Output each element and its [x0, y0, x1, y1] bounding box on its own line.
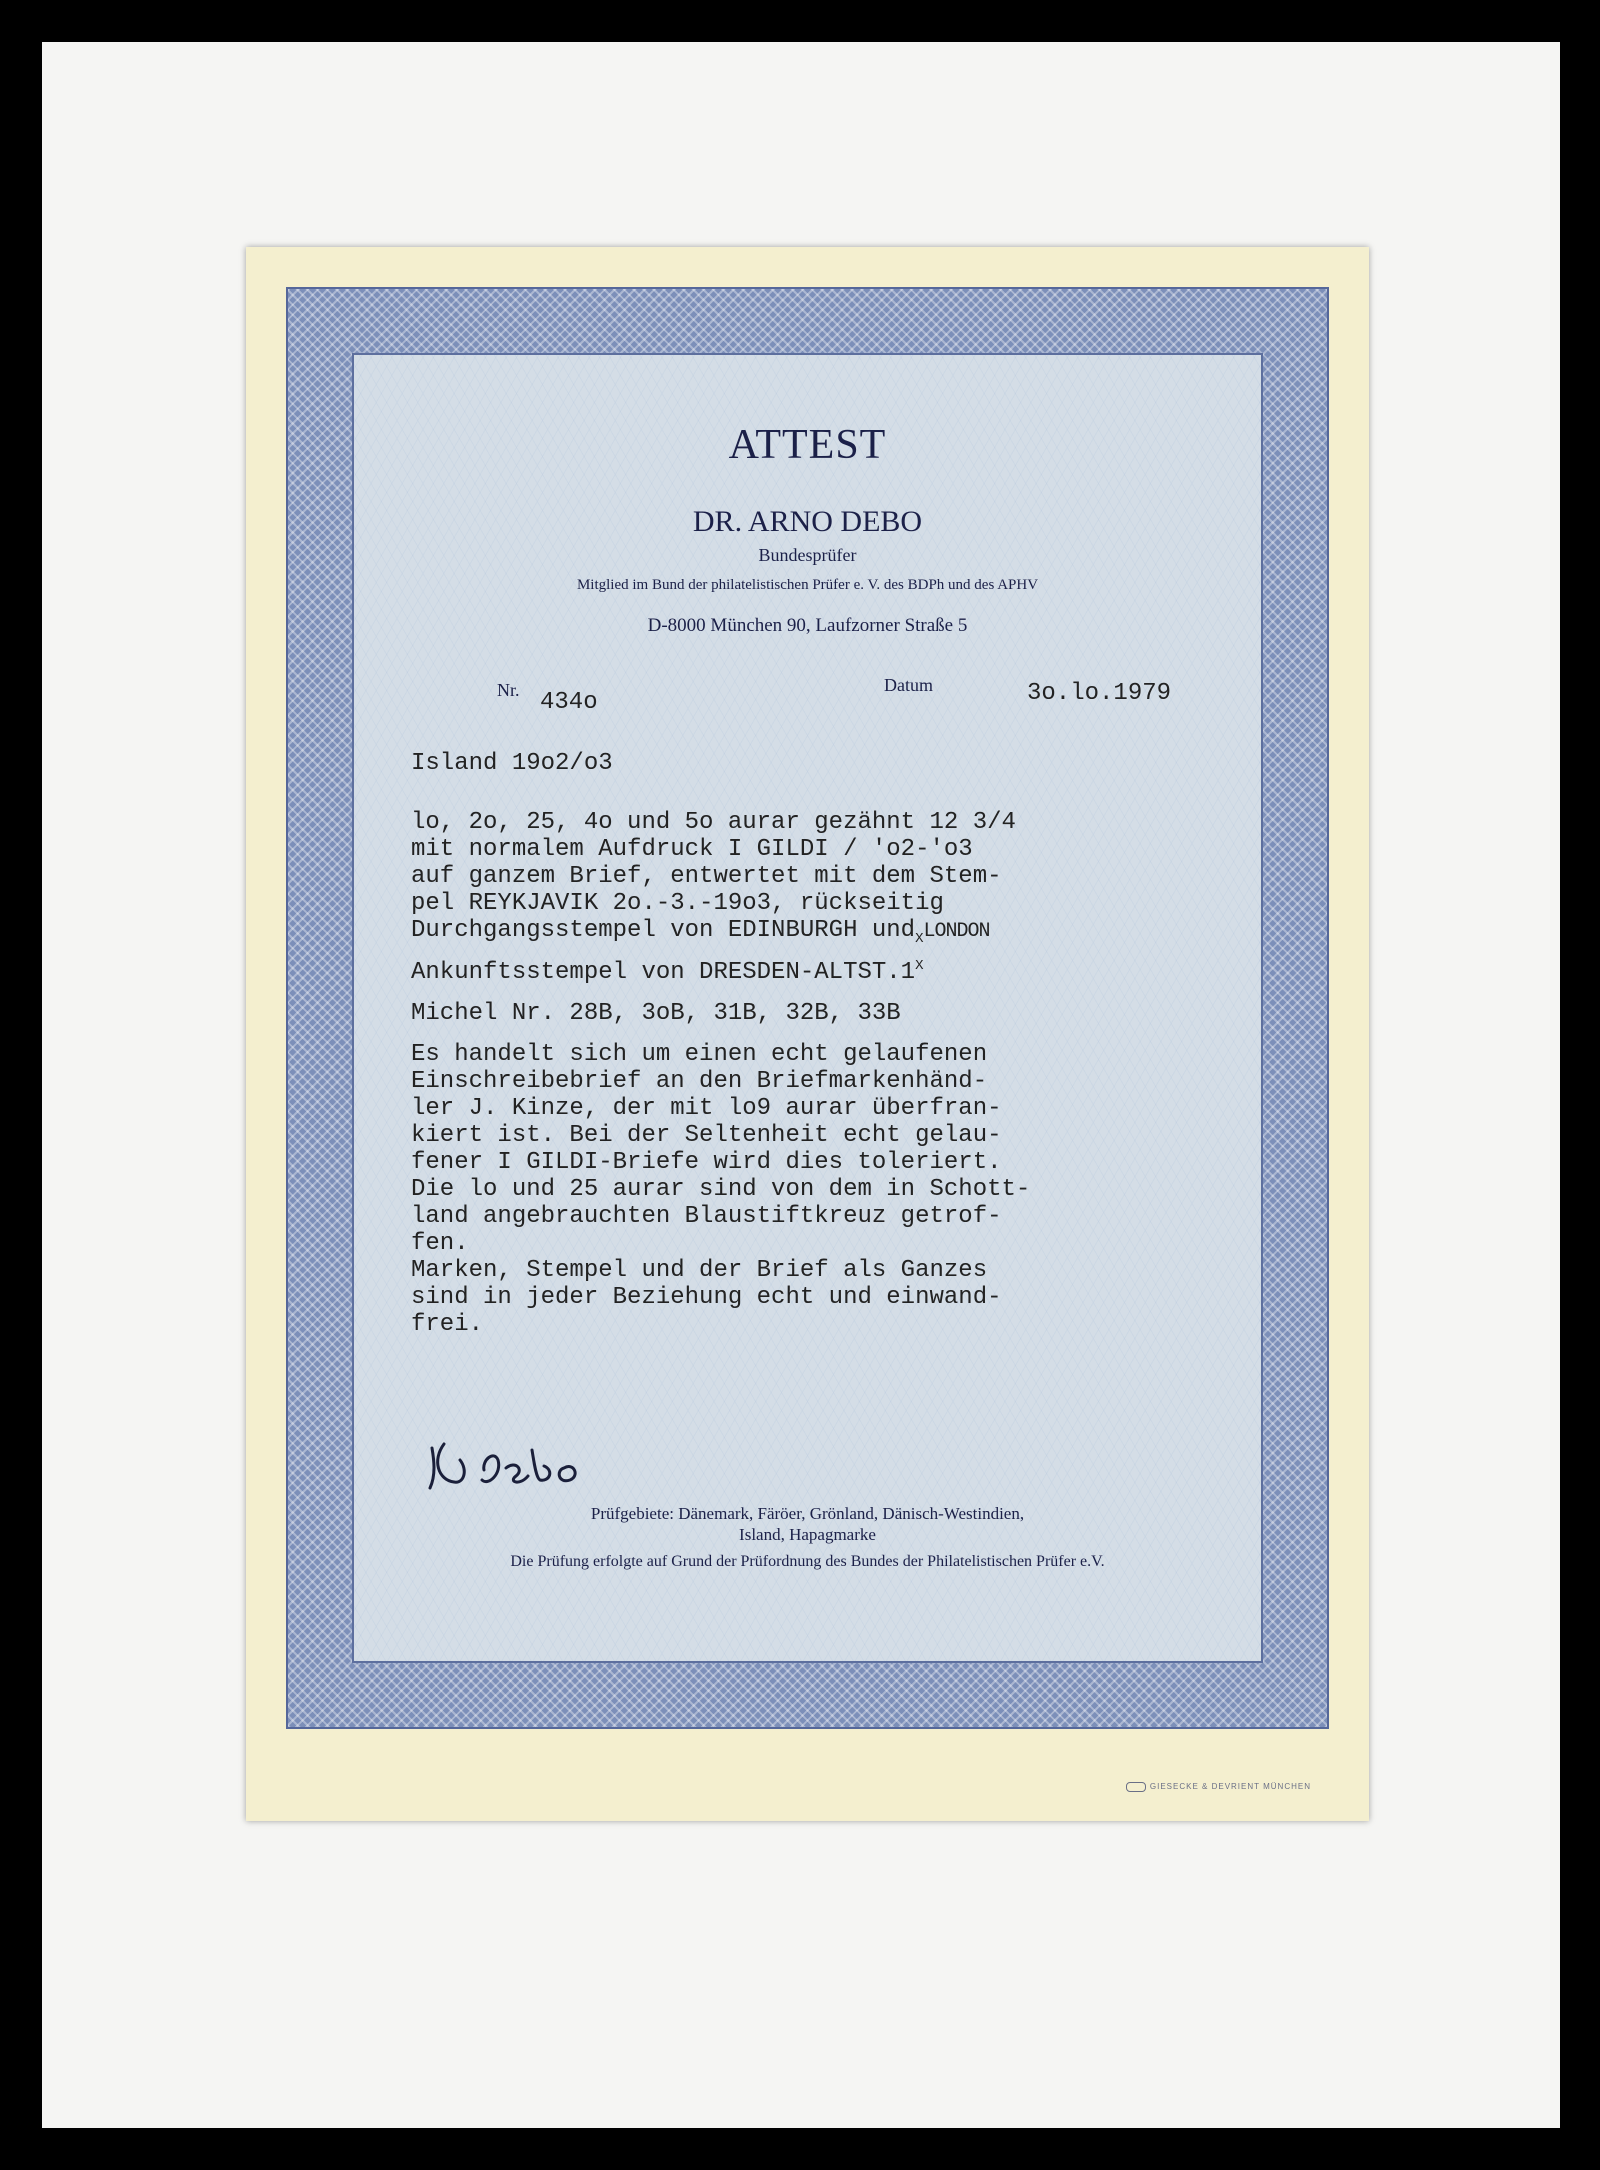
certificate-panel [352, 353, 1263, 1663]
handwritten-x-2: X [915, 957, 924, 974]
examiner-signature [424, 1430, 614, 1505]
datum-label: Datum [884, 675, 933, 695]
certificate-title: ATTEST [728, 422, 887, 468]
printer-logo-icon [1126, 1782, 1146, 1792]
body-line: Marken, Stempel und der Brief als Ganzes [411, 1256, 988, 1284]
body-line: ler J. Kinze, der mit lo9 aurar überfran- [411, 1094, 1002, 1122]
examiner-name: DR. ARNO DEBO [692, 505, 923, 538]
examination-areas [354, 1503, 1261, 1545]
printer-name: GIESECKE & DEVRIENT MÜNCHEN [1149, 1782, 1311, 1792]
examination-areas-line-1: Prüfgebiete: Dänemark, Färöer, Grönland, Dänisch-Westindien, [590, 1504, 1025, 1523]
nr-label: Nr. [497, 680, 520, 700]
examination-areas-line-2: Island, Hapagmarke [739, 1525, 876, 1544]
body-line-text: Ankunftsstempel von DRESDEN-ALTST.1 [411, 958, 916, 986]
body-line: fener I GILDI-Briefe wird dies toleriert. [411, 1148, 1002, 1176]
body-line: Es handelt sich um einen echt gelaufenen [411, 1040, 988, 1068]
heading-line: Island 19o2/o3 [411, 750, 613, 777]
certificate-number: 434o [540, 689, 598, 716]
body-line-text: Durchgangsstempel von EDINBURGH und [411, 917, 916, 944]
michel-line: Michel Nr. 28B, 3oB, 31B, 32B, 33B [411, 999, 901, 1027]
body-line: fen. [411, 1229, 469, 1257]
certificate-sheet [246, 247, 1369, 1821]
body-line: Die lo und 25 aurar sind von dem in Schott- [411, 1175, 1031, 1203]
body-line: Einschreibebrief an den Briefmarkenhänd- [411, 1067, 988, 1095]
signature-icon [424, 1430, 614, 1500]
body-line: frei. [411, 1310, 484, 1338]
examiner-role: Bundesprüfer [758, 545, 857, 565]
handwritten-x: X [915, 930, 924, 947]
body-line: kiert ist. Bei der Seltenheit echt gelau- [411, 1121, 1002, 1149]
body-line: land angebrauchten Blaustiftkreuz getrof- [411, 1202, 1002, 1230]
body-line: lo, 2o, 25, 4o und 5o aurar gezähnt 12 3/4 [411, 809, 1016, 836]
body-line [411, 917, 1271, 953]
handwritten-london: LONDON [923, 920, 990, 943]
body-line: auf ganzem Brief, entwertet mit dem Stem- [411, 863, 1002, 890]
printer-imprint [1126, 1782, 1311, 1792]
body-line: pel REYKJAVIK 2o.-3.-19o3, rückseitig [411, 890, 944, 917]
guilloche-border [286, 287, 1329, 1729]
membership-line: Mitglied im Bund der philatelistischen Prüfer e. V. des BDPh und des APHV [576, 577, 1039, 593]
body-line [411, 953, 1271, 986]
body-line: mit normalem Aufdruck I GILDI / 'o2-'o3 [411, 836, 973, 863]
certificate-body [411, 750, 1271, 1338]
examination-note: Die Prüfung erfolgte auf Grund der Prüfordnung des Bundes der Philatelistischen Prüfer e.V. [510, 1553, 1105, 1570]
certificate-date: 3o.lo.1979 [1027, 680, 1172, 707]
body-line: sind in jeder Beziehung echt und einwand- [411, 1283, 1002, 1311]
examiner-address: D-8000 München 90, Laufzorner Straße 5 [647, 615, 968, 636]
